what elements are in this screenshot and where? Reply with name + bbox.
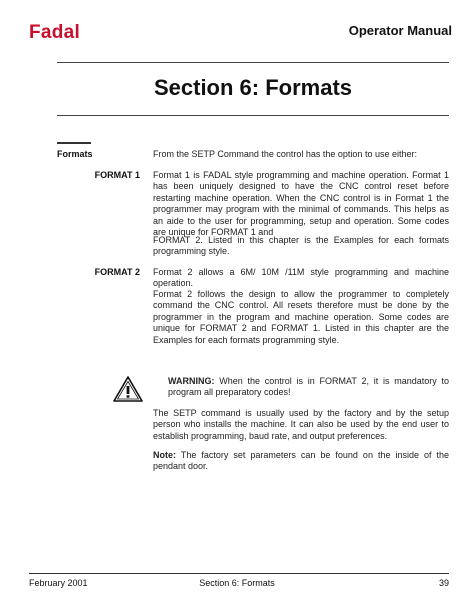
formats-rule <box>57 142 91 144</box>
footer-page-number: 39 <box>438 578 449 588</box>
format2-label: FORMAT 2 <box>94 267 140 277</box>
note-text <box>153 450 449 473</box>
format1-para2: FORMAT 2. Listed in this chapter is the Examples for each formats programming style. <box>153 235 449 257</box>
note-label: Note: <box>153 450 176 460</box>
warning-label: WARNING: <box>168 376 215 386</box>
section-title: Section 6: Formats <box>153 75 353 100</box>
brand-logo-text: Fadal <box>29 22 81 43</box>
warning-triangle-icon <box>113 376 143 402</box>
footer-rule <box>29 573 449 574</box>
format1-para1: Format 1 is FADAL style programming and machine operation. Format 1 has been uniquely designed to have the CNC control reset before restarting machine operation. When the CNC control is in Format 1 the programmer may program with the minimal of commands. This helps as an aide to the user for programming, setup and operation. Some codes are unique for FORMAT 1 and <box>153 170 449 238</box>
formats-intro: From the SETP Command the control has the option to use either: <box>153 149 417 159</box>
warning-message: When the control is in FORMAT 2, it is mandatory to program all preparatory codes! <box>168 376 449 398</box>
format1-label: FORMAT 1 <box>94 170 140 180</box>
warning-text <box>168 376 449 399</box>
format2-para1: Format 2 allows a 6M/ 10M /11M style programming and machine operation. <box>153 267 449 289</box>
footer-section: Section 6: Formats <box>199 578 275 588</box>
setp-paragraph: The SETP command is usually used by the factory and by the setup person who installs the machine. It can also be used by the end user to establish programming, baud rate, and output preferences. <box>153 408 449 441</box>
note-message: The factory set parameters can be found on the inside of the pendant door. <box>153 450 449 472</box>
section-title-box <box>57 62 449 116</box>
formats-label: Formats <box>57 149 93 159</box>
footer-date: February 2001 <box>29 578 88 588</box>
manual-title: Operator Manual <box>348 23 452 38</box>
format2-para2: Format 2 follows the design to allow the programmer to completely command the CNC control. All resets therefore must be done by the programmer in the program and machine operation. Some codes are unique for FORMAT 2 and FORMAT 1. Listed in this chapter are the Examples for each formats programming style. <box>153 289 449 345</box>
